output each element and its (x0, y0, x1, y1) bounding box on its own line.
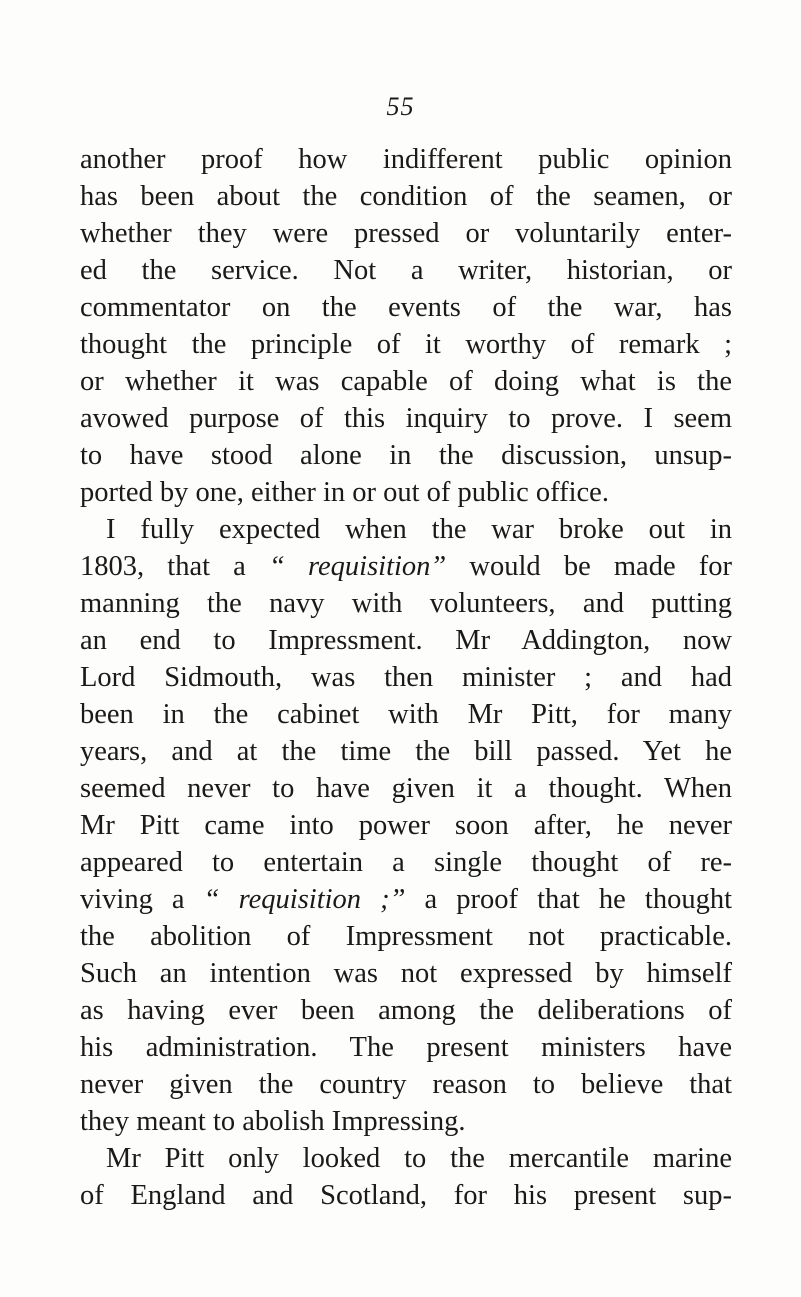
text-line: never given the country reason to believe that (80, 1069, 732, 1100)
italic-quote: “ requisition ;” (203, 884, 406, 915)
text-line: avowed purpose of this inquiry to prove. I seem (80, 403, 732, 434)
text-line: been in the cabinet with Mr Pitt, for many (80, 699, 732, 730)
text-segment: a proof that he thought (405, 884, 732, 915)
text-line: or whether it was capable of doing what is the (80, 366, 732, 397)
text-line: years, and at the time the bill passed. Yet he (80, 736, 732, 767)
text-line: commentator on the events of the war, has (80, 292, 732, 323)
text-line: appeared to entertain a single thought of re- (80, 847, 732, 878)
text-segment: viving a (80, 884, 204, 915)
text-line-mixed (80, 881, 732, 918)
text-line: to have stood alone in the discussion, unsup- (80, 440, 732, 471)
text-line: seemed never to have given it a thought. When (80, 773, 732, 804)
text-line-mixed (80, 548, 732, 585)
text-line: of England and Scotland, for his present sup- (80, 1180, 732, 1211)
text-line: they meant to abolish Impressing. (80, 1106, 466, 1137)
text-line: the abolition of Impressment not practicable. (80, 921, 732, 952)
text-line: manning the navy with volunteers, and putting (80, 588, 732, 619)
body-text (80, 141, 732, 1214)
text-line: Mr Pitt came into power soon after, he never (80, 810, 732, 841)
text-line: whether they were pressed or voluntarily enter- (80, 218, 732, 249)
italic-quote: “ requisition” (268, 551, 447, 582)
text-line: another proof how indifferent public opinion (80, 144, 732, 175)
text-line: ed the service. Not a writer, historian, or (80, 255, 732, 286)
text-line: Mr Pitt only looked to the mercantile marine (106, 1143, 732, 1174)
text-line: has been about the condition of the seamen, or (80, 181, 732, 212)
text-segment: 1803, that a (80, 551, 269, 582)
text-line: ported by one, either in or out of public office. (80, 477, 609, 508)
text-line: thought the principle of it worthy of remark ; (80, 329, 732, 360)
text-line: as having ever been among the deliberations of (80, 995, 732, 1026)
text-segment: would be made for (446, 551, 732, 582)
text-line: his administration. The present ministers have (80, 1032, 732, 1063)
text-line: Such an intention was not expressed by himself (80, 958, 732, 989)
text-line: Lord Sidmouth, was then minister ; and had (80, 662, 732, 693)
text-line: I fully expected when the war broke out in (106, 514, 732, 545)
text-line: an end to Impressment. Mr Addington, now (80, 625, 732, 656)
page-number: 55 (386, 92, 415, 121)
